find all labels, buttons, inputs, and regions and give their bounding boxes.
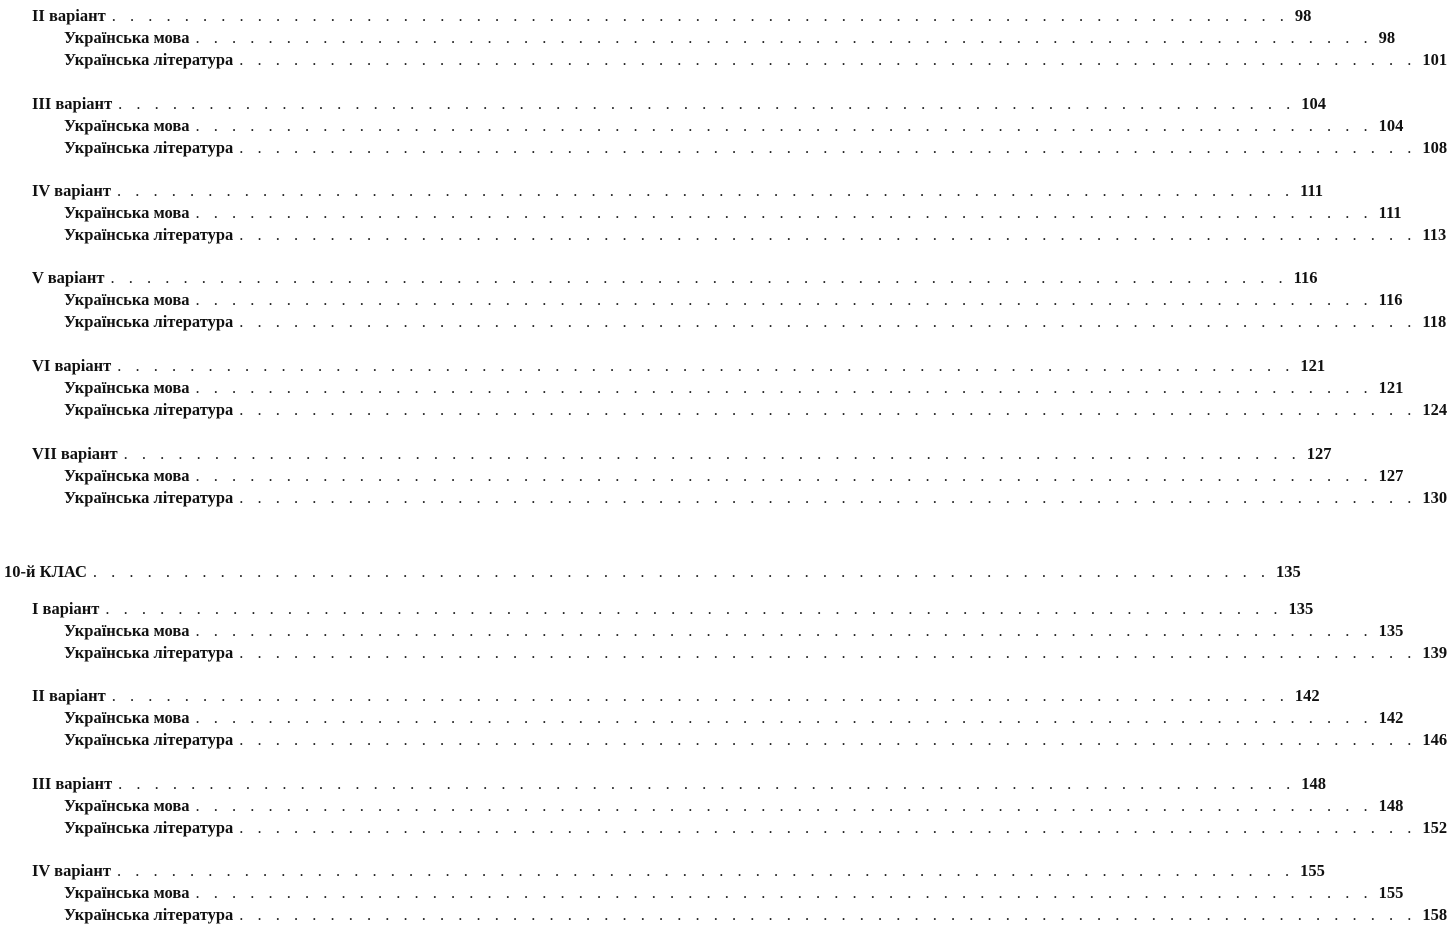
page-number: 127	[1378, 466, 1404, 485]
entry-label: IV варіант	[32, 861, 111, 880]
page-number: 135	[1378, 621, 1404, 640]
dot-leader: . . . . . . . . . . . . . . . . . . . . . . . . . . . . . . . . . . . . . . . . . . . . . . . . . . . . . . . . . . . . . . . . .	[195, 378, 1373, 397]
toc-entry-subject[interactable]	[0, 729, 1447, 751]
entry-label: Українська мова	[64, 28, 190, 47]
entry-label: І варіант	[32, 599, 100, 618]
dot-leader: . . . . . . . . . . . . . . . . . . . . . . . . . . . . . . . . . . . . . . . . . . . . . . . . . . . . . . . . . . . . . . . . .	[195, 466, 1373, 485]
dot-leader: . . . . . . . . . . . . . . . . . . . . . . . . . . . . . . . . . . . . . . . . . . . . . . . . . . . . . . . . . . . . . . . . .	[239, 488, 1417, 507]
page-number: 118	[1422, 312, 1447, 331]
page-number: 146	[1422, 730, 1447, 749]
entry-label: Українська література	[64, 138, 234, 157]
page-number: 98	[1294, 6, 1312, 25]
entry-label: Українська література	[64, 643, 234, 662]
entry-label: II варіант	[32, 686, 106, 705]
toc-entry-subject[interactable]	[0, 620, 1404, 642]
toc-entry-variant[interactable]	[0, 180, 1324, 202]
toc-entry-subject[interactable]	[0, 202, 1402, 224]
dot-leader: . . . . . . . . . . . . . . . . . . . . . . . . . . . . . . . . . . . . . . . . . . . . . . . . . . . . . . . . . . . . . . . . .	[239, 905, 1417, 924]
entry-label: Українська мова	[64, 378, 190, 397]
page-number: 104	[1378, 116, 1404, 135]
entry-label: Українська мова	[64, 290, 190, 309]
page-number: 155	[1378, 883, 1404, 902]
toc-entry-subject[interactable]	[0, 882, 1404, 904]
toc-entry-variant[interactable]	[0, 860, 1325, 882]
page-number: 148	[1301, 774, 1327, 793]
toc-entry-subject[interactable]	[0, 817, 1447, 839]
entry-label: Українська література	[64, 818, 234, 837]
dot-leader: . . . . . . . . . . . . . . . . . . . . . . . . . . . . . . . . . . . . . . . . . . . . . . . . . . . . . . . . . . . . . . . . .	[195, 708, 1373, 727]
toc-entry-subject[interactable]	[0, 115, 1404, 137]
dot-leader: . . . . . . . . . . . . . . . . . . . . . . . . . . . . . . . . . . . . . . . . . . . . . . . . . . . . . . . . . . . . . . . . .	[239, 643, 1417, 662]
toc-entry-variant[interactable]	[0, 598, 1314, 620]
page-number: 127	[1306, 444, 1332, 463]
toc-entry-variant[interactable]	[0, 93, 1327, 115]
dot-leader: . . . . . . . . . . . . . . . . . . . . . . . . . . . . . . . . . . . . . . . . . . . . . . . . . . . . . . . . . . . . . . . . .	[117, 356, 1295, 375]
page-number: 155	[1300, 861, 1325, 880]
dot-leader: . . . . . . . . . . . . . . . . . . . . . . . . . . . . . . . . . . . . . . . . . . . . . . . . . . . . . . . . . . . . . . . . .	[195, 621, 1373, 640]
toc-entry-subject[interactable]	[0, 49, 1447, 71]
page-number: 116	[1378, 290, 1403, 309]
entry-label: Українська мова	[64, 116, 190, 135]
dot-leader: . . . . . . . . . . . . . . . . . . . . . . . . . . . . . . . . . . . . . . . . . . . . . . . . . . . . . . . . . . . . . . . . .	[239, 400, 1417, 419]
toc-entry-subject[interactable]	[0, 377, 1404, 399]
page-number: 139	[1422, 643, 1447, 662]
toc-entry-subject[interactable]	[0, 137, 1447, 159]
dot-leader: . . . . . . . . . . . . . . . . . . . . . . . . . . . . . . . . . . . . . . . . . . . . . . . . . . . . . . . . . . . . . . . . .	[239, 50, 1417, 69]
dot-leader: . . . . . . . . . . . . . . . . . . . . . . . . . . . . . . . . . . . . . . . . . . . . . . . . . . . . . . . . . . . . . . . . .	[195, 28, 1373, 47]
toc-entry-subject[interactable]	[0, 465, 1404, 487]
entry-label: Українська мова	[64, 466, 190, 485]
dot-leader: . . . . . . . . . . . . . . . . . . . . . . . . . . . . . . . . . . . . . . . . . . . . . . . . . . . . . . . . . . . . . . . . .	[105, 599, 1283, 618]
dot-leader: . . . . . . . . . . . . . . . . . . . . . . . . . . . . . . . . . . . . . . . . . . . . . . . . . . . . . . . . . . . . . . . . .	[239, 730, 1417, 749]
page-number: 148	[1378, 796, 1404, 815]
page-number: 121	[1300, 356, 1326, 375]
page-number: 130	[1422, 488, 1447, 507]
page-number: 135	[1288, 599, 1314, 618]
page-number: 111	[1300, 181, 1324, 200]
dot-leader: . . . . . . . . . . . . . . . . . . . . . . . . . . . . . . . . . . . . . . . . . . . . . . . . . . . . . . . . . . . . . . . . .	[239, 818, 1417, 837]
dot-leader: . . . . . . . . . . . . . . . . . . . . . . . . . . . . . . . . . . . . . . . . . . . . . . . . . . . . . . . . . . . . . . . . .	[111, 6, 1289, 25]
dot-leader: . . . . . . . . . . . . . . . . . . . . . . . . . . . . . . . . . . . . . . . . . . . . . . . . . . . . . . . . . . . . . . . . .	[92, 562, 1271, 581]
dot-leader: . . . . . . . . . . . . . . . . . . . . . . . . . . . . . . . . . . . . . . . . . . . . . . . . . . . . . . . . . . . . . . . . .	[118, 94, 1296, 113]
entry-label: VI варіант	[32, 356, 112, 375]
dot-leader: . . . . . . . . . . . . . . . . . . . . . . . . . . . . . . . . . . . . . . . . . . . . . . . . . . . . . . . . . . . . . . . . .	[111, 686, 1289, 705]
dot-leader: . . . . . . . . . . . . . . . . . . . . . . . . . . . . . . . . . . . . . . . . . . . . . . . . . . . . . . . . . . . . . . . . .	[123, 444, 1301, 463]
dot-leader: . . . . . . . . . . . . . . . . . . . . . . . . . . . . . . . . . . . . . . . . . . . . . . . . . . . . . . . . . . . . . . . . .	[110, 268, 1288, 287]
entry-label: III варіант	[32, 94, 113, 113]
dot-leader: . . . . . . . . . . . . . . . . . . . . . . . . . . . . . . . . . . . . . . . . . . . . . . . . . . . . . . . . . . . . . . . . .	[195, 290, 1373, 309]
toc-entry-subject[interactable]	[0, 27, 1396, 49]
entry-label: Українська мова	[64, 883, 190, 902]
toc-entry-subject[interactable]	[0, 642, 1447, 664]
page-number: 111	[1378, 203, 1402, 222]
toc-entry-variant[interactable]	[0, 443, 1332, 465]
dot-leader: . . . . . . . . . . . . . . . . . . . . . . . . . . . . . . . . . . . . . . . . . . . . . . . . . . . . . . . . . . . . . . . . .	[239, 225, 1417, 244]
toc-entry-subject[interactable]	[0, 311, 1447, 333]
entry-label: Українська література	[64, 905, 234, 924]
page-number: 152	[1422, 818, 1447, 837]
toc-entry-variant[interactable]	[0, 5, 1312, 27]
page-number: 142	[1294, 686, 1320, 705]
entry-label: Українська мова	[64, 796, 190, 815]
entry-label: Українська мова	[64, 708, 190, 727]
page-number: 124	[1422, 400, 1447, 419]
dot-leader: . . . . . . . . . . . . . . . . . . . . . . . . . . . . . . . . . . . . . . . . . . . . . . . . . . . . . . . . . . . . . . . . .	[116, 861, 1295, 880]
entry-label: IV варіант	[32, 181, 111, 200]
entry-label: V варіант	[32, 268, 105, 287]
toc-entry-subject[interactable]	[0, 904, 1447, 926]
page-number: 121	[1378, 378, 1404, 397]
dot-leader: . . . . . . . . . . . . . . . . . . . . . . . . . . . . . . . . . . . . . . . . . . . . . . . . . . . . . . . . . . . . . . . . .	[116, 181, 1295, 200]
entry-label: Українська література	[64, 225, 234, 244]
toc-entry-grade[interactable]	[0, 561, 1301, 583]
entry-label: II варіант	[32, 6, 106, 25]
toc-entry-subject[interactable]	[0, 289, 1403, 311]
toc-entry-subject[interactable]	[0, 487, 1447, 509]
entry-label: VII варіант	[32, 444, 118, 463]
entry-label: 10-й КЛАС	[4, 562, 87, 581]
entry-label: III варіант	[32, 774, 113, 793]
toc-entry-subject[interactable]	[0, 707, 1404, 729]
entry-label: Українська література	[64, 730, 234, 749]
dot-leader: . . . . . . . . . . . . . . . . . . . . . . . . . . . . . . . . . . . . . . . . . . . . . . . . . . . . . . . . . . . . . . . . .	[195, 883, 1373, 902]
entry-label: Українська література	[64, 50, 234, 69]
toc-entry-variant[interactable]	[0, 267, 1318, 289]
dot-leader: . . . . . . . . . . . . . . . . . . . . . . . . . . . . . . . . . . . . . . . . . . . . . . . . . . . . . . . . . . . . . . . . .	[118, 774, 1296, 793]
page-number: 116	[1293, 268, 1318, 287]
toc-entry-subject[interactable]	[0, 224, 1447, 246]
page-number: 142	[1378, 708, 1404, 727]
toc-entry-variant[interactable]	[0, 773, 1327, 795]
dot-leader: . . . . . . . . . . . . . . . . . . . . . . . . . . . . . . . . . . . . . . . . . . . . . . . . . . . . . . . . . . . . . . . . .	[239, 138, 1417, 157]
entry-label: Українська література	[64, 312, 234, 331]
toc-entry-variant[interactable]	[0, 685, 1320, 707]
entry-label: Українська література	[64, 488, 234, 507]
toc-entry-subject[interactable]	[0, 795, 1404, 817]
dot-leader: . . . . . . . . . . . . . . . . . . . . . . . . . . . . . . . . . . . . . . . . . . . . . . . . . . . . . . . . . . . . . . . . .	[195, 116, 1373, 135]
toc-entry-variant[interactable]	[0, 355, 1326, 377]
toc-entry-subject[interactable]	[0, 399, 1447, 421]
page-number: 158	[1422, 905, 1447, 924]
dot-leader: . . . . . . . . . . . . . . . . . . . . . . . . . . . . . . . . . . . . . . . . . . . . . . . . . . . . . . . . . . . . . . . . .	[195, 796, 1373, 815]
entry-label: Українська література	[64, 400, 234, 419]
page-number: 108	[1422, 138, 1447, 157]
dot-leader: . . . . . . . . . . . . . . . . . . . . . . . . . . . . . . . . . . . . . . . . . . . . . . . . . . . . . . . . . . . . . . . . .	[195, 203, 1373, 222]
entry-label: Українська мова	[64, 203, 190, 222]
page-number: 104	[1301, 94, 1327, 113]
dot-leader: . . . . . . . . . . . . . . . . . . . . . . . . . . . . . . . . . . . . . . . . . . . . . . . . . . . . . . . . . . . . . . . . .	[239, 312, 1417, 331]
entry-label: Українська мова	[64, 621, 190, 640]
page-number: 113	[1422, 225, 1447, 244]
page-number: 98	[1378, 28, 1396, 47]
page-number: 135	[1276, 562, 1301, 581]
page-number: 101	[1422, 50, 1447, 69]
